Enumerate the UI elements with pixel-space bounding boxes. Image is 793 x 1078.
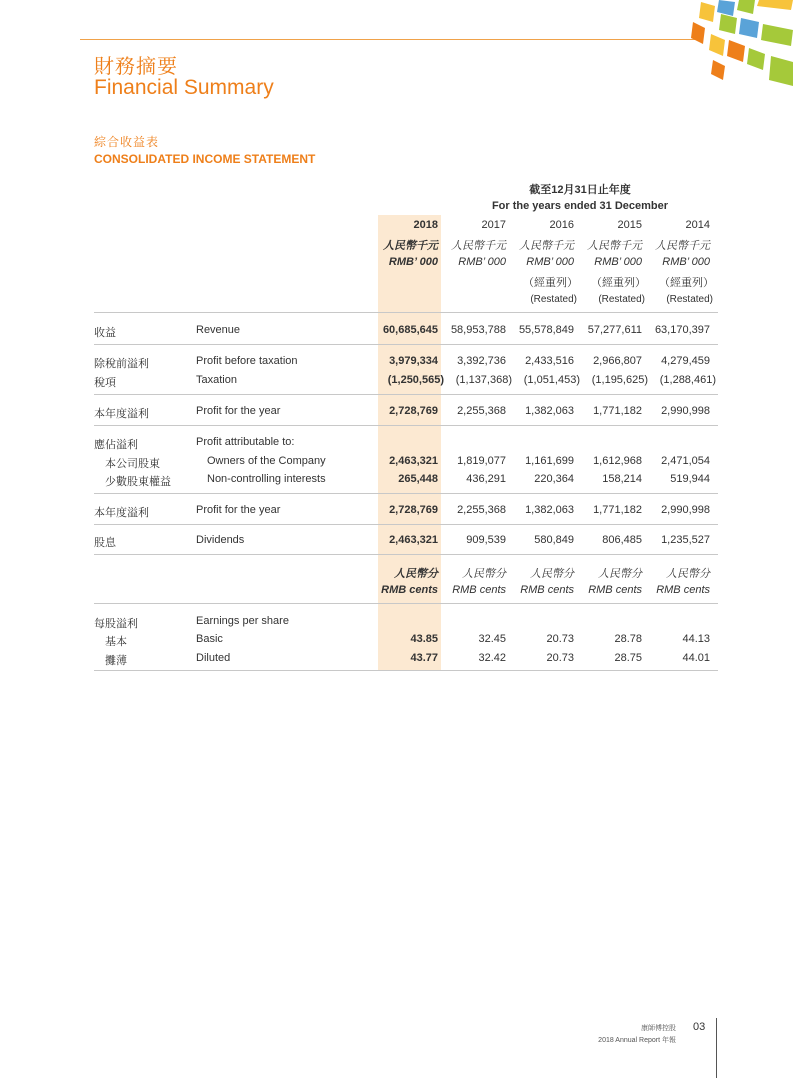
divider	[94, 603, 718, 604]
divider	[94, 524, 718, 525]
value-2018: 3,979,334	[389, 355, 438, 367]
value-2014: 1,235,527	[661, 534, 710, 546]
unit-zh-2017: 人民幣千元	[451, 240, 506, 252]
value-2014: (1,288,461)	[659, 374, 716, 386]
cents-zh-2017: 人民幣分	[462, 568, 506, 580]
section-title-zh: 綜合收益表	[94, 135, 160, 149]
cents-en-2016: RMB cents	[520, 584, 574, 596]
current-year-highlight	[378, 215, 441, 670]
year-2016: 2016	[549, 219, 574, 231]
divider	[94, 493, 718, 494]
value-2017: (1,137,368)	[455, 374, 512, 386]
cents-en-2014: RMB cents	[656, 584, 710, 596]
value-2016: (1,051,453)	[523, 374, 580, 386]
divider	[94, 394, 718, 395]
top-rule	[80, 39, 695, 40]
value-2015: (1,195,625)	[591, 374, 648, 386]
cents-zh-2014: 人民幣分	[666, 568, 710, 580]
value-2016: 1,382,063	[525, 504, 574, 516]
value-2017: 1,819,077	[457, 455, 506, 467]
value-2018: 2,728,769	[389, 504, 438, 516]
row-label-zh: 少數股東權益	[105, 476, 171, 488]
year-2018: 2018	[413, 219, 438, 231]
value-2014: 519,944	[670, 473, 710, 485]
value-2016: 2,433,516	[525, 355, 574, 367]
value-2014: 2,990,998	[661, 405, 710, 417]
value-2014: 44.13	[682, 633, 710, 645]
unit-en-2016: RMB’ 000	[526, 256, 574, 268]
value-2014: 4,279,459	[661, 355, 710, 367]
value-2016: 580,849	[534, 534, 574, 546]
row-label-zh: 除稅前溢利	[94, 358, 149, 370]
row-label-zh: 股息	[94, 537, 116, 549]
value-2017: 436,291	[466, 473, 506, 485]
value-2018: 43.77	[410, 652, 438, 664]
row-label-en: Dividends	[196, 534, 245, 546]
row-label-en: Profit for the year	[196, 504, 281, 516]
unit-en-2015: RMB’ 000	[594, 256, 642, 268]
row-label-en: Owners of the Company	[207, 455, 326, 467]
restated-en-2014: (Restated)	[666, 294, 713, 305]
row-label-zh: 收益	[94, 327, 116, 339]
year-2014: 2014	[685, 219, 710, 231]
decorative-ribbon-graphic	[673, 0, 793, 110]
value-2015: 1,612,968	[593, 455, 642, 467]
footer-company: 康師傅控股	[641, 1025, 676, 1032]
section-title-en: CONSOLIDATED INCOME STATEMENT	[94, 152, 316, 166]
value-2017: 32.45	[478, 633, 506, 645]
row-label-en: Profit for the year	[196, 405, 281, 417]
value-2017: 58,953,788	[450, 324, 506, 336]
value-2018: 2,463,321	[389, 455, 438, 467]
value-2017: 2,255,368	[457, 405, 506, 417]
footer-report: 2018 Annual Report 年報	[598, 1037, 676, 1044]
divider	[94, 670, 718, 671]
row-label-zh: 本年度溢利	[94, 408, 149, 420]
year-2015: 2015	[617, 219, 642, 231]
restated-zh-2015: （經重列）	[591, 277, 646, 289]
page-number: 03	[693, 1021, 706, 1033]
cents-en-2015: RMB cents	[588, 584, 642, 596]
divider	[94, 425, 718, 426]
value-2018: 2,463,321	[389, 534, 438, 546]
value-2018: 60,685,645	[382, 324, 438, 336]
value-2014: 44.01	[682, 652, 710, 664]
value-2015: 158,214	[602, 473, 642, 485]
value-2017: 909,539	[466, 534, 506, 546]
row-label-zh: 本年度溢利	[94, 507, 149, 519]
value-2014: 63,170,397	[654, 324, 710, 336]
cents-zh-2018: 人民幣分	[394, 568, 438, 580]
value-2016: 220,364	[534, 473, 574, 485]
value-2017: 32.42	[478, 652, 506, 664]
restated-en-2016: (Restated)	[530, 294, 577, 305]
value-2017: 2,255,368	[457, 504, 506, 516]
unit-en-2014: RMB’ 000	[662, 256, 710, 268]
year-2017: 2017	[481, 219, 506, 231]
row-label-zh: 稅項	[94, 377, 116, 389]
row-label-en: Basic	[196, 633, 223, 645]
value-2018: (1,250,565)	[387, 374, 444, 386]
unit-en-2017: RMB’ 000	[458, 256, 506, 268]
unit-zh-2014: 人民幣千元	[655, 240, 710, 252]
row-label-en: Profit attributable to:	[196, 436, 295, 448]
value-2015: 57,277,611	[587, 324, 642, 336]
page-title-en: Financial Summary	[94, 76, 274, 99]
value-2015: 2,966,807	[593, 355, 642, 367]
value-2016: 55,578,849	[518, 324, 574, 336]
value-2018: 2,728,769	[389, 405, 438, 417]
unit-zh-2016: 人民幣千元	[519, 240, 574, 252]
value-2017: 3,392,736	[457, 355, 506, 367]
restated-en-2015: (Restated)	[598, 294, 645, 305]
cents-zh-2015: 人民幣分	[598, 568, 642, 580]
cents-zh-2016: 人民幣分	[530, 568, 574, 580]
row-label-zh: 攤薄	[105, 655, 127, 667]
row-label-zh: 基本	[105, 636, 127, 648]
value-2014: 2,990,998	[661, 504, 710, 516]
restated-zh-2014: （經重列）	[659, 277, 714, 289]
divider	[94, 312, 718, 313]
value-2015: 28.75	[614, 652, 642, 664]
unit-zh-2018: 人民幣千元	[383, 240, 438, 252]
unit-zh-2015: 人民幣千元	[587, 240, 642, 252]
period-heading-zh: 截至12月31日止年度	[529, 184, 631, 196]
value-2018: 43.85	[410, 633, 438, 645]
period-heading-en: For the years ended 31 December	[491, 200, 669, 212]
unit-en-2018: RMB’ 000	[388, 256, 438, 268]
divider	[94, 554, 718, 555]
cents-en-2018: RMB cents	[381, 584, 438, 596]
value-2015: 1,771,182	[593, 405, 642, 417]
value-2016: 20.73	[546, 652, 574, 664]
divider	[94, 344, 718, 345]
value-2015: 1,771,182	[593, 504, 642, 516]
restated-zh-2016: （經重列）	[523, 277, 578, 289]
row-label-zh: 每股溢利	[94, 618, 138, 630]
cents-en-2017: RMB cents	[452, 584, 506, 596]
row-label-zh: 應佔溢利	[94, 439, 138, 451]
page-title-zh: 財務摘要	[94, 56, 178, 78]
value-2016: 20.73	[546, 633, 574, 645]
value-2014: 2,471,054	[661, 455, 710, 467]
value-2015: 806,485	[602, 534, 642, 546]
footer-rule	[716, 1018, 717, 1078]
row-label-zh: 本公司股東	[105, 458, 160, 470]
row-label-en: Non-controlling interests	[207, 473, 326, 485]
row-label-en: Earnings per share	[196, 615, 289, 627]
row-label-en: Diluted	[196, 652, 231, 664]
value-2016: 1,382,063	[525, 405, 574, 417]
row-label-en: Taxation	[196, 374, 237, 386]
value-2015: 28.78	[614, 633, 642, 645]
row-label-en: Revenue	[196, 324, 241, 336]
value-2018: 265,448	[398, 473, 438, 485]
value-2016: 1,161,699	[525, 455, 574, 467]
row-label-en: Profit before taxation	[196, 355, 298, 367]
